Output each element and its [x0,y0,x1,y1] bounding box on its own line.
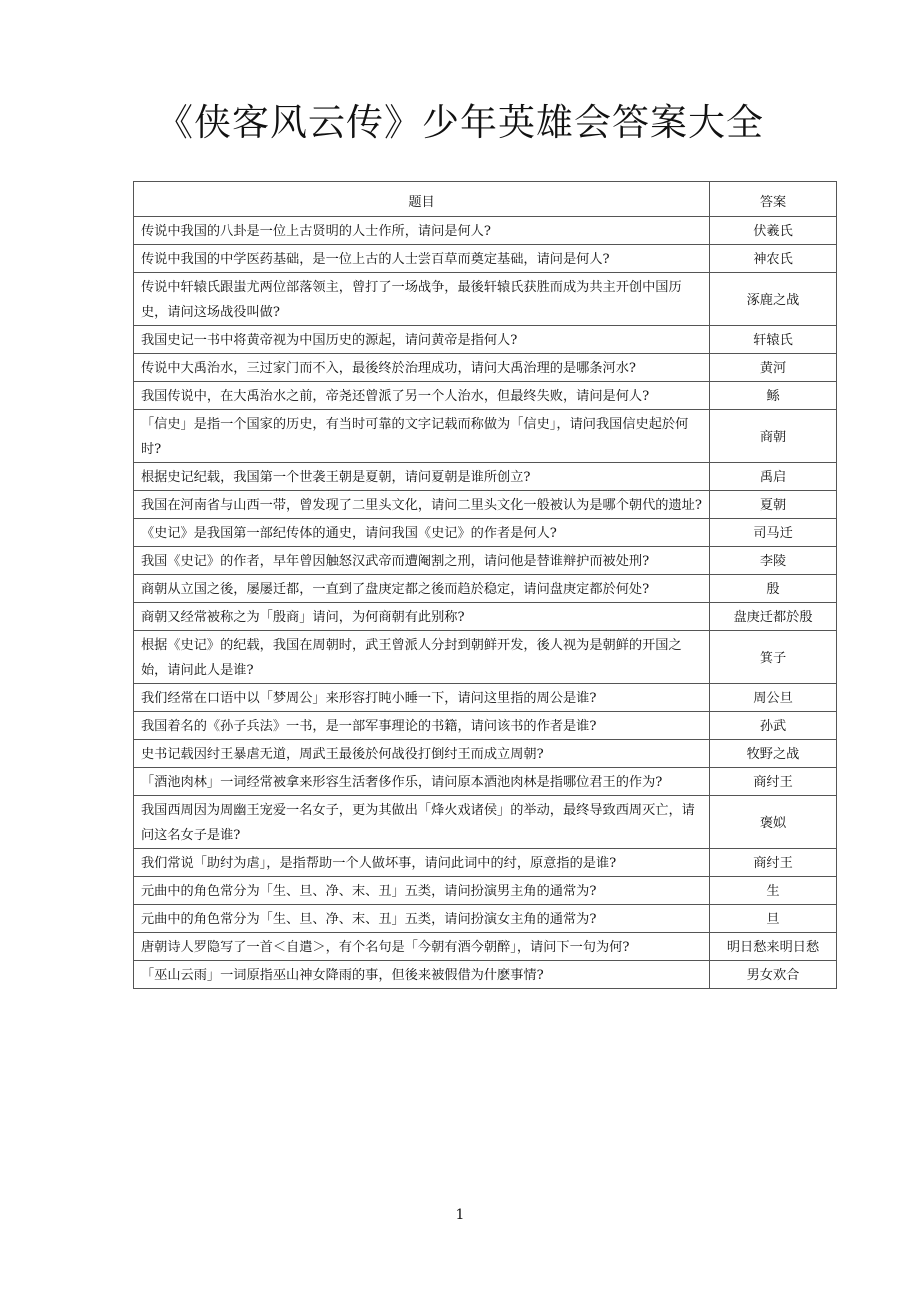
table-row [134,933,837,961]
answer-cell: 鲧 [710,382,837,410]
table-row [134,354,837,382]
table-row [134,326,837,354]
answer-cell: 涿鹿之战 [710,273,837,326]
question-cell: 《史记》是我国第一部纪传体的通史，请问我国《史记》的作者是何人? [134,519,710,547]
question-cell: 传说中大禹治水，三过家门而不入，最後终於治理成功，请问大禹治理的是哪条河水? [134,354,710,382]
table-row [134,519,837,547]
header-question: 题目 [134,182,710,217]
table-row [134,273,837,326]
table-row [134,961,837,989]
question-cell: 史书记载因纣王暴虐无道，周武王最後於何战役打倒纣王而成立周朝? [134,740,710,768]
question-cell: 我们经常在口语中以「梦周公」来形容打盹小睡一下，请问这里指的周公是谁? [134,684,710,712]
table-row [134,631,837,684]
table-row [134,849,837,877]
question-cell: 「巫山云雨」一词原指巫山神女降雨的事，但後来被假借为什麽事情? [134,961,710,989]
header-answer: 答案 [710,182,837,217]
answer-cell: 孙武 [710,712,837,740]
table-row [134,877,837,905]
table-row [134,712,837,740]
question-cell: 我国着名的《孙子兵法》一书，是一部军事理论的书籍，请问该书的作者是谁? [134,712,710,740]
table-row [134,684,837,712]
question-cell: 商朝又经常被称之为「殷商」请问，为何商朝有此别称? [134,603,710,631]
answer-cell: 商纣王 [710,768,837,796]
question-cell: 传说中轩辕氏跟蚩尤两位部落领主，曾打了一场战争，最後轩辕氏获胜而成为共主开创中国历史，请问这场战役叫做? [134,273,710,326]
table-row [134,905,837,933]
question-cell: 「信史」是指一个国家的历史，有当时可靠的文字记载而称做为「信史」，请问我国信史起於何时? [134,410,710,463]
question-cell: 我国史记一书中将黄帝视为中国历史的源起，请问黄帝是指何人? [134,326,710,354]
question-cell: 根据《史记》的纪载，我国在周朝时，武王曾派人分封到朝鲜开发，後人视为是朝鲜的开国之始，请问此人是谁? [134,631,710,684]
question-cell: 「酒池肉林」一词经常被拿来形容生活奢侈作乐，请问原本酒池肉林是指哪位君王的作为? [134,768,710,796]
answer-cell: 司马迁 [710,519,837,547]
question-cell: 我国西周因为周幽王宠爱一名女子，更为其做出「烽火戏诸侯」的举动，最终导致西周灭亡，请问这名女子是谁? [134,796,710,849]
answer-cell: 伏羲氏 [710,217,837,245]
question-cell: 唐朝诗人罗隐写了一首＜自遣＞，有个名句是「今朝有酒今朝醉」，请问下一句为何? [134,933,710,961]
table-row [134,491,837,519]
answer-cell: 生 [710,877,837,905]
question-cell: 我国在河南省与山西一带，曾发现了二里头文化，请问二里头文化一般被认为是哪个朝代的遗址? [134,491,710,519]
answer-cell: 旦 [710,905,837,933]
answer-cell: 男女欢合 [710,961,837,989]
answer-cell: 箕子 [710,631,837,684]
answer-cell: 夏朝 [710,491,837,519]
table-row [134,410,837,463]
answer-cell: 神农氏 [710,245,837,273]
table-row [134,796,837,849]
answer-cell: 周公旦 [710,684,837,712]
question-cell: 商朝从立国之後，屡屡迁都，一直到了盘庚定都之後而趋於稳定，请问盘庚定都於何处? [134,575,710,603]
table-row [134,382,837,410]
table-row [134,575,837,603]
table-header-row [134,182,837,217]
answer-cell: 禹启 [710,463,837,491]
question-cell: 传说中我国的八卦是一位上古贤明的人士作所，请问是何人? [134,217,710,245]
qa-table [133,181,837,989]
answer-cell: 牧野之战 [710,740,837,768]
table-row [134,217,837,245]
table-row [134,768,837,796]
question-cell: 我们常说「助纣为虐」，是指帮助一个人做坏事，请问此词中的纣，原意指的是谁? [134,849,710,877]
question-cell: 传说中我国的中学医药基础，是一位上古的人士尝百草而奠定基础，请问是何人? [134,245,710,273]
question-cell: 我国传说中，在大禹治水之前，帝尧还曾派了另一个人治水，但最终失败，请问是何人? [134,382,710,410]
answer-cell: 明日愁来明日愁 [710,933,837,961]
table-row [134,463,837,491]
document-title: 《侠客风云传》少年英雄会答案大全 [156,101,764,144]
answer-cell: 商纣王 [710,849,837,877]
answer-cell: 殷 [710,575,837,603]
answer-cell: 商朝 [710,410,837,463]
answer-cell: 黄河 [710,354,837,382]
table-row [134,547,837,575]
question-cell: 元曲中的角色常分为「生、旦、净、末、丑」五类，请问扮演男主角的通常为? [134,877,710,905]
table-row [134,603,837,631]
question-cell: 我国《史记》的作者，早年曾因触怒汉武帝而遭阉割之刑，请问他是替谁辩护而被处刑? [134,547,710,575]
table-row [134,740,837,768]
answer-cell: 李陵 [710,547,837,575]
question-cell: 根据史记纪载，我国第一个世袭王朝是夏朝，请问夏朝是谁所创立? [134,463,710,491]
answer-cell: 褒姒 [710,796,837,849]
table-body [134,217,837,989]
page-number: 1 [455,1207,465,1223]
table-row [134,245,837,273]
question-cell: 元曲中的角色常分为「生、旦、净、末、丑」五类，请问扮演女主角的通常为? [134,905,710,933]
answer-cell: 盘庚迁都於殷 [710,603,837,631]
answer-cell: 轩辕氏 [710,326,837,354]
